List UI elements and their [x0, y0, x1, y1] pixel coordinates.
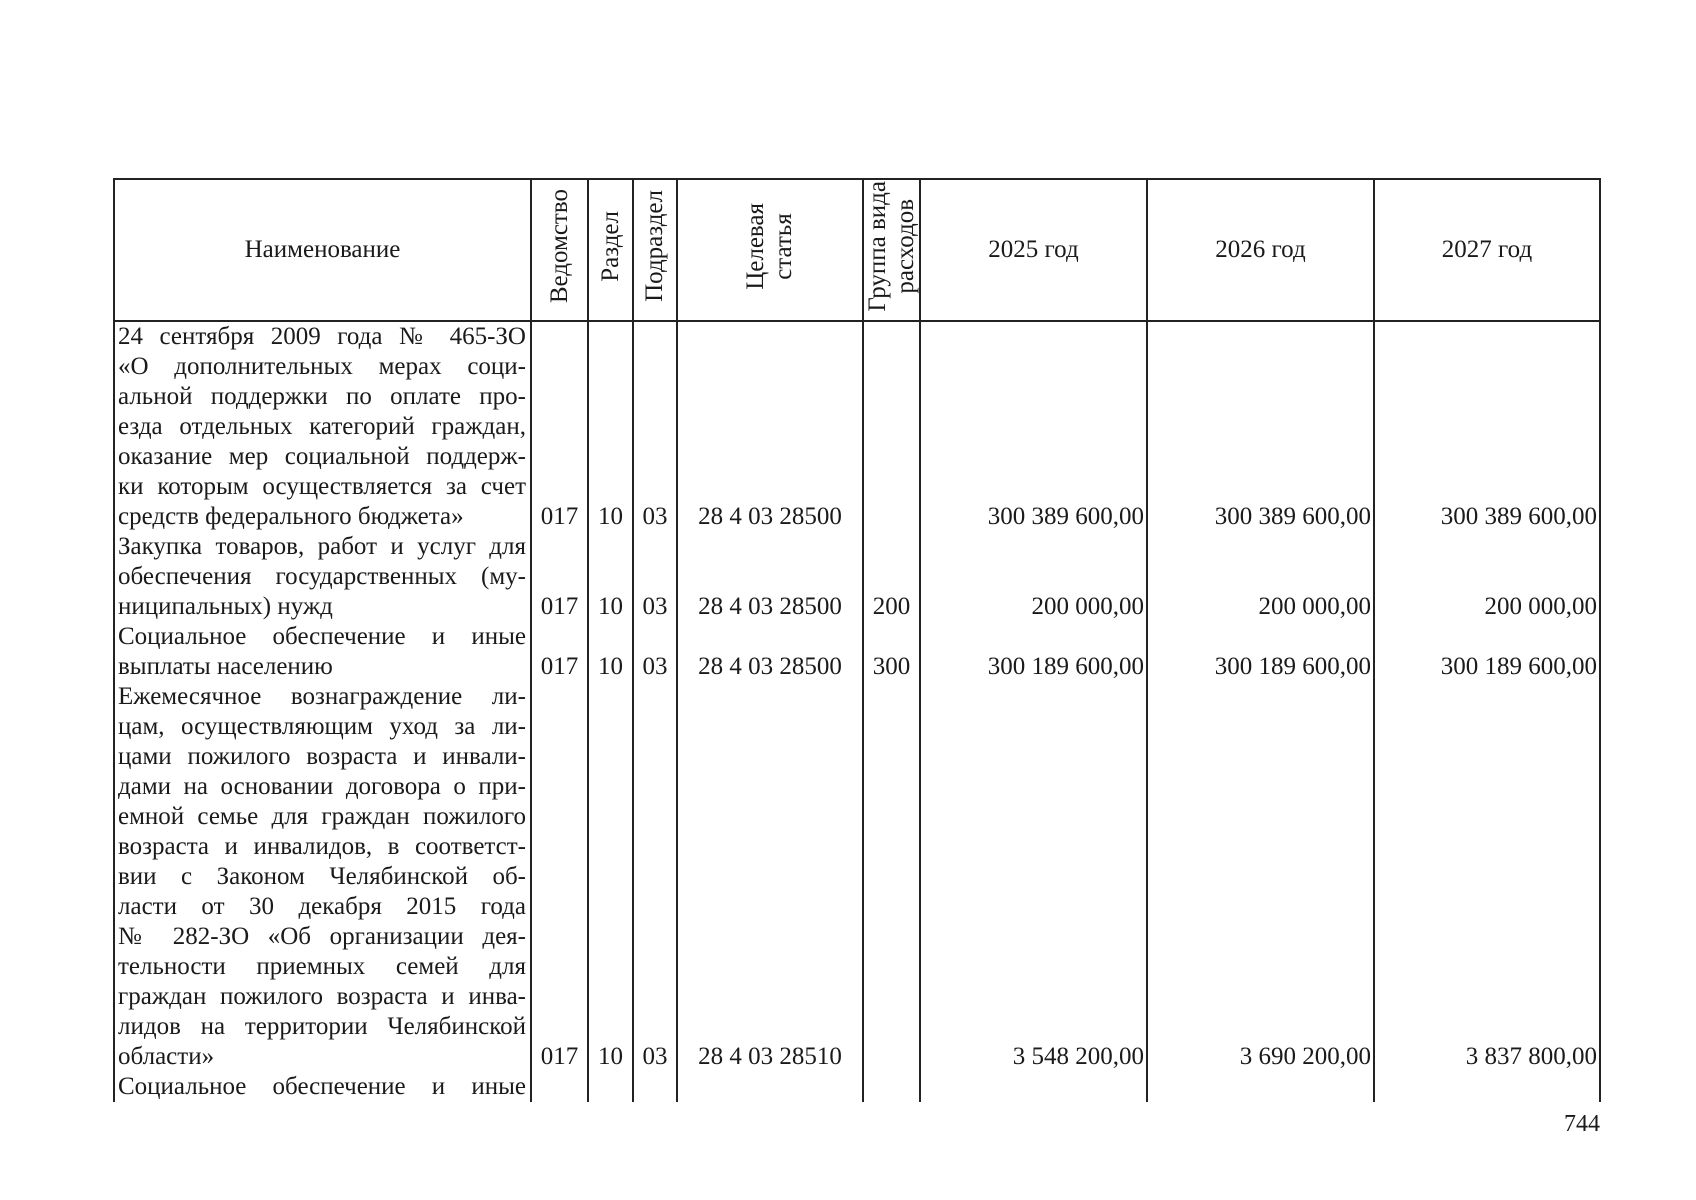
table-row	[114, 1072, 1600, 1102]
row-vedomstvo: 017	[531, 622, 588, 682]
row-podrazdel: 03	[633, 622, 677, 682]
row-celevaya-statya: 28 4 03 28510	[677, 682, 863, 1072]
row-razdel: 10	[588, 622, 633, 682]
row-name-line: № 282-ЗО «Об организации дея-	[118, 923, 526, 950]
row-amount-2025: 3 548 200,00	[920, 682, 1147, 1072]
row-name	[114, 682, 531, 1072]
row-name-line: оказание мер социальной поддерж-	[118, 443, 526, 470]
table-row	[114, 321, 1600, 532]
table-row	[114, 682, 1600, 1072]
header-vedomstvo-label: Ведомство	[545, 188, 573, 304]
header-celevaya-line2: статья	[770, 212, 797, 280]
row-vedomstvo: 017	[531, 321, 588, 532]
row-podrazdel: 03	[633, 682, 677, 1072]
row-name-line: средств федерального бюджета»	[118, 503, 464, 530]
row-razdel	[588, 1072, 633, 1102]
row-name-line: альной поддержки по оплате про-	[118, 383, 526, 410]
row-name-line: Ежемесячное вознаграждение ли-	[118, 683, 526, 710]
row-name-line: ниципальных) нужд	[118, 593, 333, 620]
row-gruppa-rashodov	[863, 321, 920, 532]
header-razdel	[588, 179, 633, 321]
row-celevaya-statya: 28 4 03 28500	[677, 622, 863, 682]
row-name-line: Закупка товаров, работ и услуг для	[118, 533, 526, 560]
row-name-line: Социальное обеспечение и иные	[118, 1073, 526, 1100]
row-amount-2027: 300 389 600,00	[1374, 321, 1600, 532]
header-2025: 2025 год	[920, 179, 1147, 321]
row-name-line: ласти от 30 декабря 2015 года	[118, 893, 526, 920]
page-number: 744	[1564, 1111, 1600, 1137]
row-amount-2025: 300 389 600,00	[920, 321, 1147, 532]
header-podrazdel-label: Подраздел	[641, 190, 668, 302]
row-amount-2026: 300 389 600,00	[1147, 321, 1374, 532]
row-name	[114, 622, 531, 682]
row-name-line: цами пожилого возраста и инвали-	[118, 743, 526, 770]
header-gruppa-line1: Группа вида	[864, 180, 891, 312]
row-razdel: 10	[588, 532, 633, 622]
row-podrazdel	[633, 1072, 677, 1102]
row-amount-2027	[1374, 1072, 1600, 1102]
row-amount-2025: 300 189 600,00	[920, 622, 1147, 682]
row-amount-2026: 3 690 200,00	[1147, 682, 1374, 1072]
table-body	[114, 321, 1600, 1102]
row-name-line: лидов на территории Челябинской	[118, 1013, 526, 1040]
row-amount-2027: 300 189 600,00	[1374, 622, 1600, 682]
row-name-line: дами на основании договора о при-	[118, 773, 526, 800]
header-2026: 2026 год	[1147, 179, 1374, 321]
row-name-line: вии с Законом Челябинской об-	[118, 863, 526, 890]
row-razdel: 10	[588, 682, 633, 1072]
row-vedomstvo: 017	[531, 682, 588, 1072]
row-name-line: тельности приемных семей для	[118, 953, 526, 980]
header-razdel-label: Раздел	[596, 210, 624, 282]
header-gruppa-line2: расходов	[892, 198, 919, 294]
row-name-line: граждан пожилого возраста и инва-	[118, 983, 526, 1010]
row-amount-2027: 3 837 800,00	[1374, 682, 1600, 1072]
row-gruppa-rashodov: 200	[863, 532, 920, 622]
table-header-row	[114, 179, 1600, 321]
row-name	[114, 532, 531, 622]
row-name-line: области»	[118, 1043, 215, 1070]
row-celevaya-statya: 28 4 03 28500	[677, 321, 863, 532]
row-name	[114, 321, 531, 532]
row-razdel: 10	[588, 321, 633, 532]
row-celevaya-statya: 28 4 03 28500	[677, 532, 863, 622]
row-name-line: цам, осуществляющим уход за ли-	[118, 713, 526, 740]
row-celevaya-statya	[677, 1072, 863, 1102]
row-vedomstvo: 017	[531, 532, 588, 622]
row-name-line: выплаты населению	[118, 653, 333, 680]
row-name-line: «О дополнительных мерах соци-	[118, 353, 526, 380]
header-gruppa-label	[864, 181, 920, 312]
row-name-line: Социальное обеспечение и иные	[118, 623, 526, 650]
budget-table	[113, 178, 1601, 1102]
header-celevaya-line1: Целевая	[742, 202, 769, 290]
header-podrazdel	[633, 179, 677, 321]
row-name	[114, 1072, 531, 1102]
row-gruppa-rashodov	[863, 1072, 920, 1102]
row-gruppa-rashodov: 300	[863, 622, 920, 682]
table-row	[114, 622, 1600, 682]
row-amount-2027: 200 000,00	[1374, 532, 1600, 622]
row-podrazdel: 03	[633, 321, 677, 532]
row-name-line: 24 сентября 2009 года № 465-ЗО	[118, 323, 526, 350]
row-name-line: езда отдельных категорий граждан,	[118, 413, 526, 440]
row-name-line: обеспечения государственных (му-	[118, 563, 526, 590]
row-name-line: емной семье для граждан пожилого	[118, 803, 526, 830]
row-name-line: возраста и инвалидов, в соответст-	[118, 833, 526, 860]
table-row	[114, 532, 1600, 622]
header-gruppa-rashodov	[863, 179, 920, 321]
header-name: Наименование	[114, 179, 531, 321]
header-vedomstvo	[531, 179, 588, 321]
row-amount-2025	[920, 1072, 1147, 1102]
row-podrazdel: 03	[633, 532, 677, 622]
header-celevaya-label	[742, 203, 798, 290]
header-2027: 2027 год	[1374, 179, 1600, 321]
row-amount-2025: 200 000,00	[920, 532, 1147, 622]
header-celevaya-statya	[677, 179, 863, 321]
row-vedomstvo	[531, 1072, 588, 1102]
row-amount-2026: 300 189 600,00	[1147, 622, 1374, 682]
row-name-line: ки которым осуществляется за счет	[118, 473, 526, 500]
row-gruppa-rashodov	[863, 682, 920, 1072]
row-amount-2026: 200 000,00	[1147, 532, 1374, 622]
row-amount-2026	[1147, 1072, 1374, 1102]
